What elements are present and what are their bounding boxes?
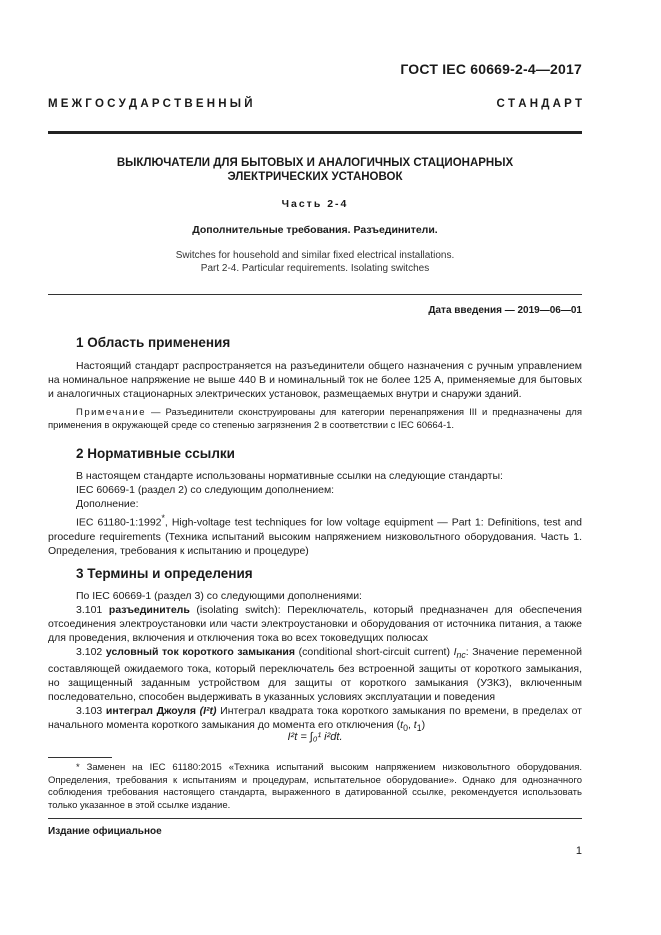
english-title [48,249,582,275]
term-name: интеграл Джоуля [105,705,197,718]
official-edition-label: Издание официальное [48,826,162,837]
section-2-body [48,469,582,558]
section-2-paragraph-4 [48,511,582,558]
term-name: разъединитель [108,604,190,616]
section-1-paragraph: Настоящий стандарт распространяется на разъединители общего назначения с ручным управлением на номинальное напряжение не выше 440 В и номинальный ток не более 125 А, применяемые для бытовых и аналогичных стационарных электрических установок, размещаемых внутри и снаружи зданий. [48,360,582,400]
header-rule [48,131,582,134]
term-number: 3.101 [76,604,109,616]
english-title-line-1: Switches for household and similar fixed electrical installations. [175,250,455,261]
title-line-2: ЭЛЕКТРИЧЕСКИХ УСТАНОВОК [227,171,403,183]
term-definition: Интеграл квадрата тока короткого замыкания по времени, в пределах от начального момента короткого замыкания до момента его отключения ( [48,705,582,732]
title-line-1: ВЫКЛЮЧАТЕЛИ ДЛЯ БЫТОВЫХ И АНАЛОГИЧНЫХ СТАЦИОНАРНЫХ [116,157,514,169]
term-3-102 [48,645,582,704]
introduction-date: Дата введения — 2019—06—01 [428,305,582,316]
part-label: Часть 2-4 [281,198,349,210]
page-number: 1 [575,845,582,857]
time-end-symbol: t [413,719,417,732]
banner-right: С Т А Н Д А Р Т [496,98,582,110]
title-rule [48,294,582,295]
footnote-rule [48,757,112,758]
section-2-paragraph-2: IEC 60669-1 (раздел 2) со следующим дополнением: [76,484,335,496]
time-end-subscript: 1 [416,723,422,734]
footer-rule [48,818,582,819]
term-symbol: (I²t) [199,705,217,718]
term-3-101 [48,603,582,645]
reference-text: , High-voltage test techniques for low voltage equipment — Part 1: Definitions, test and procedure requirements (Техника испытаний высоким напряжением низковольтного оборудования. Часть 1. Определения, требования к испытанию и процедуре) [48,516,582,557]
term-symbol: I [453,646,457,658]
document-code: ГОСТ IEC 60669-2-4—2017 [400,61,582,77]
section-2-paragraph-3: Дополнение: [76,498,139,510]
footnote-text: * Заменен на IEC 61180:2015 «Техника испытаний высоким напряжением низковольтного оборудования. Определения, требования к испытаниям и процедурам, испытательное оборудование». Однако для однозначного соблюдения требования настоящего стандарта, выраженного в датированной ссылке, рекомендуется использовать только указанное в этой ссылке издание. [48,762,582,811]
joule-integral-formula: I²t = ∫₀¹ i²dt. [287,731,343,743]
section-3-body [48,589,582,735]
banner-left: М Е Ж Г О С У Д А Р С Т В Е Н Н Ы Й [48,98,253,110]
section-2-paragraph-1: В настоящем стандарте использованы нормативные ссылки на следующие стандарты: [76,470,503,482]
term-definition: (isolating switch): Переключатель, который предназначен для обеспечения отсоединения электроустановки или части электроустановки и оборудования от источника питания, а также для проведения, включения и отключения тока во всех токоведущих полюсах [48,604,582,644]
section-3-paragraph-1: По IEC 60669-1 (раздел 3) со следующими дополнениями: [76,590,362,602]
term-name: условный ток короткого замыкания [105,646,296,658]
time-start-subscript: 0 [403,723,408,734]
term-number: 3.103 [76,705,106,718]
english-title-line-2: Part 2-4. Particular requirements. Isolating switches [200,263,430,274]
document-subtitle: Дополнительные требования. Разъединители. [192,224,438,236]
term-number: 3.102 [76,646,106,658]
footnote-marker: * [161,513,165,523]
note-text: — Разъединители сконструированы для категории перенапряжения III и предназначены для применения в окружающей среде со степенью загрязнения 2 в соответствии с IEC 60664-1. [48,407,582,431]
standard-banner [48,98,582,110]
section-1-body [48,359,582,432]
note-label: Примечание [76,407,146,418]
time-start-symbol: t [400,719,404,732]
term-symbol-subscript: nc [456,650,466,661]
section-2-heading: 2 Нормативные ссылки [76,446,235,461]
time-separator: , [407,719,414,732]
section-3-heading: 3 Термины и определения [76,566,253,581]
term-english: (conditional short-circuit current) [295,646,454,658]
section-1-heading: 1 Область применения [76,335,231,350]
iec-61180-reference: IEC 61180-1:1992 [76,516,162,529]
term-definition: : Значение переменной составляющей ожидаемого тока, который переключатель без встроенной защиты от короткого замыкания, но защищенный заданным устройством для защиты от короткого замыкания (УЗКЗ), включенным последовательно, способен выдерживать в указанных условиях эксплуатации и поведения [48,646,582,704]
time-close: ) [421,719,426,732]
footnote [48,762,582,812]
section-1-note [48,407,582,432]
document-title [48,156,582,184]
